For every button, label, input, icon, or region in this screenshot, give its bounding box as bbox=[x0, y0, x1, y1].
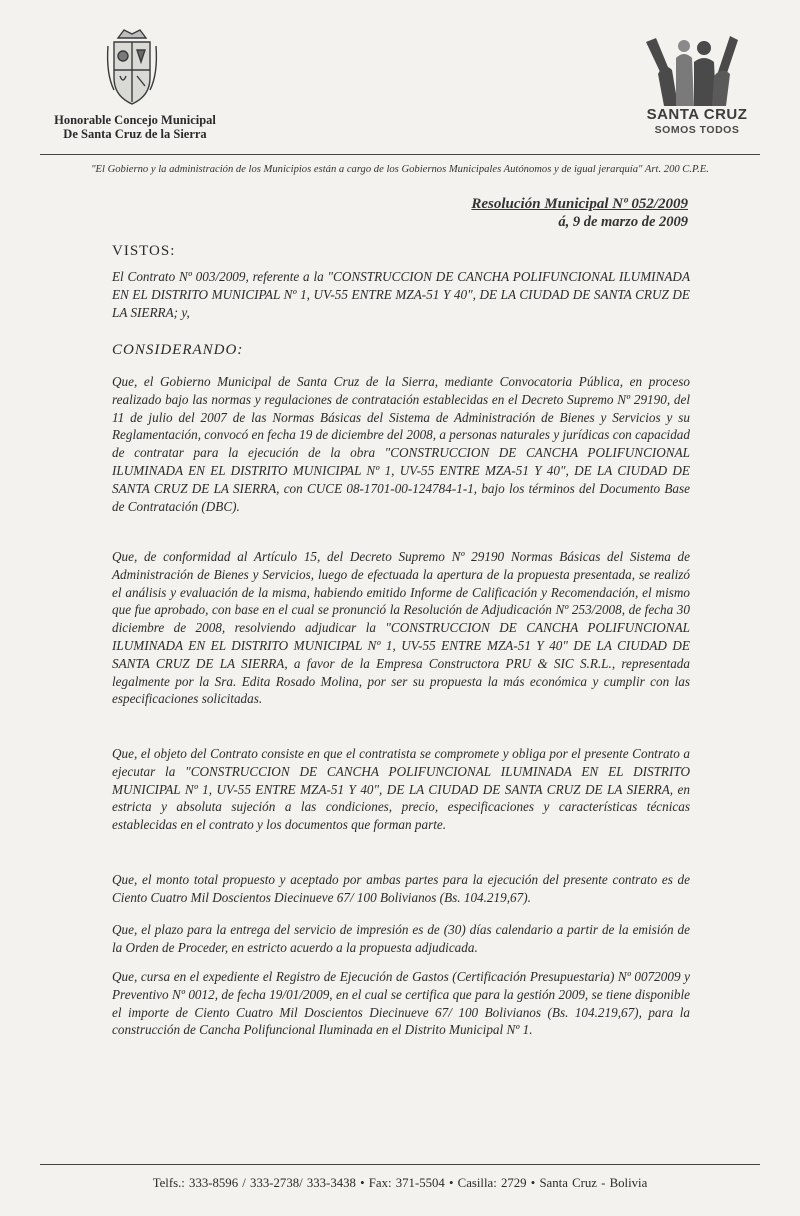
brand-tagline: SOMOS TODOS bbox=[654, 124, 740, 136]
resolution-number: Resolución Municipal Nº 052/2009 bbox=[471, 196, 688, 212]
brand-name: SANTA CRUZ bbox=[646, 106, 748, 123]
footer-divider bbox=[40, 1164, 760, 1165]
paragraph-objeto: Que, el objeto del Contrato consiste en que el contratista se compromete y obliga por el presente Contrato a ejecutar la "CONSTRUCCION DE CANCHA POLIFUNCIONAL ILUMINADA EN EL DISTRITO MUNICIPAL Nº 1, UV-55 ENTRE MZA-51 Y 40", DE LA CIUDAD DE SANTA CRUZ DE LA SIERRA, en estricta y absoluta sujeción a las condiciones, precio, especificaciones y características técnicas establecidas en el contrato y los documentos que forman parte. bbox=[112, 746, 690, 833]
resolution-date: á, 9 de marzo de 2009 bbox=[558, 214, 688, 230]
paragraph-contract: El Contrato Nº 003/2009, referente a la "CONSTRUCCION DE CANCHA POLIFUNCIONAL ILUMINADA EN EL DISTRITO MUNICIPAL Nº 1, UV-55 ENTRE MZA-51 Y 40", DE LA CIUDAD DE SANTA CRUZ DE LA SIERRA; y, bbox=[112, 269, 690, 320]
section-heading-considerando: CONSIDERANDO: bbox=[112, 342, 244, 358]
coat-of-arms-icon bbox=[104, 24, 160, 108]
paragraph-convocatoria: Que, el Gobierno Municipal de Santa Cruz de la Sierra, mediante Convocatoria Pública, en proceso realizado bajo las normas y regulaciones de contratación establecidas en el Decreto Supremo Nº 29190, del 11 de julio del 2007 de las Normas Básicas del Sistema de Administración de Bienes y Servicios y su Reglamentación, convocó en fecha 19 de diciembre del 2008, a personas naturales y jurídicas con capacidad de contratar para la ejecución de la obra "CONSTRUCCION DE CANCHA POLIFUNCIONAL ILUMINADA EN EL DISTRITO MUNICIPAL Nº 1, UV-55 ENTRE MZA-51 Y 40", DE LA CIUDAD DE SANTA CRUZ DE LA SIERRA, con CUCE 08-1701-00-124784-1-1, bajo los términos del Documento Base de Contratación (DBC). bbox=[112, 374, 690, 514]
footer-contacts: Telfs.: 333-8596 / 333-2738/ 333-3438 • Fax: 371-5504 • Casilla: 2729 • Santa Cruz - Bolivia bbox=[152, 1176, 648, 1190]
santa-cruz-logo-icon bbox=[632, 32, 752, 110]
council-line-1: Honorable Concejo Municipal bbox=[54, 113, 216, 127]
paragraph-certificacion: Que, cursa en el expediente el Registro de Ejecución de Gastos (Certificación Presupuestaria) Nº 0072009 y Preventivo Nº 0012, de fecha 19/01/2009, en el cual se certifica que para la gestión 2009, se tiene disponible el importe de Ciento Cuatro Mil Doscientos Diecinueve 67/ 100 Bolivianos (Bs. 104.219,67), para la construcción de Cancha Polifuncional Iluminada en el Distrito Municipal Nº 1. bbox=[112, 969, 690, 1038]
paragraph-plazo: Que, el plazo para la entrega del servicio de impresión es de (30) días calendario a partir de la emisión de la Orden de Proceder, en estricto acuerdo a la propuesta adjudicada. bbox=[112, 922, 690, 955]
section-heading-vistos: VISTOS: bbox=[112, 243, 176, 259]
paragraph-monto: Que, el monto total propuesto y aceptado por ambas partes para la ejecución del presente contrato es de Ciento Cuatro Mil Doscientos Diecinueve 67/ 100 Bolivianos (Bs. 104.219,67). bbox=[112, 872, 690, 905]
paragraph-adjudicacion: Que, de conformidad al Artículo 15, del Decreto Supremo Nº 29190 Normas Básicas del Sistema de Administración de Bienes y Servicios, luego de efectuada la apertura de la propuesta presentada, se realizó el análisis y evaluación de la misma, habiendo emitido Informe de Calificación y Recomendación, el mismo que fue aprobado, con base en el cual se pronunció la Resolución de Adjudicación Nº 253/2008, de fecha 30 diciembre de 2008, resolviendo adjudicar la "CONSTRUCCION DE CANCHA POLIFUNCIONAL ILUMINADA EN EL DISTRITO MUNICIPAL Nº 1, UV-55 ENTRE MZA-51 Y 40" DE LA CIUDAD DE SANTA CRUZ DE LA SIERRA, a favor de la Empresa Constructora PRU & SIC S.R.L., representada legalmente por la Sra. Edita Rosado Molina, por ser su propuesta la más económica y cumplir con las especificaciones solicitadas. bbox=[112, 549, 690, 707]
constitution-quote: "El Gobierno y la administración de los Municipios están a cargo de los Gobiernos Municipales Autónomos y de igual jerarquía" Art. 200 C.P.E. bbox=[91, 164, 709, 175]
council-name bbox=[40, 113, 230, 141]
header-divider bbox=[40, 154, 760, 155]
council-line-2: De Santa Cruz de la Sierra bbox=[63, 127, 207, 141]
